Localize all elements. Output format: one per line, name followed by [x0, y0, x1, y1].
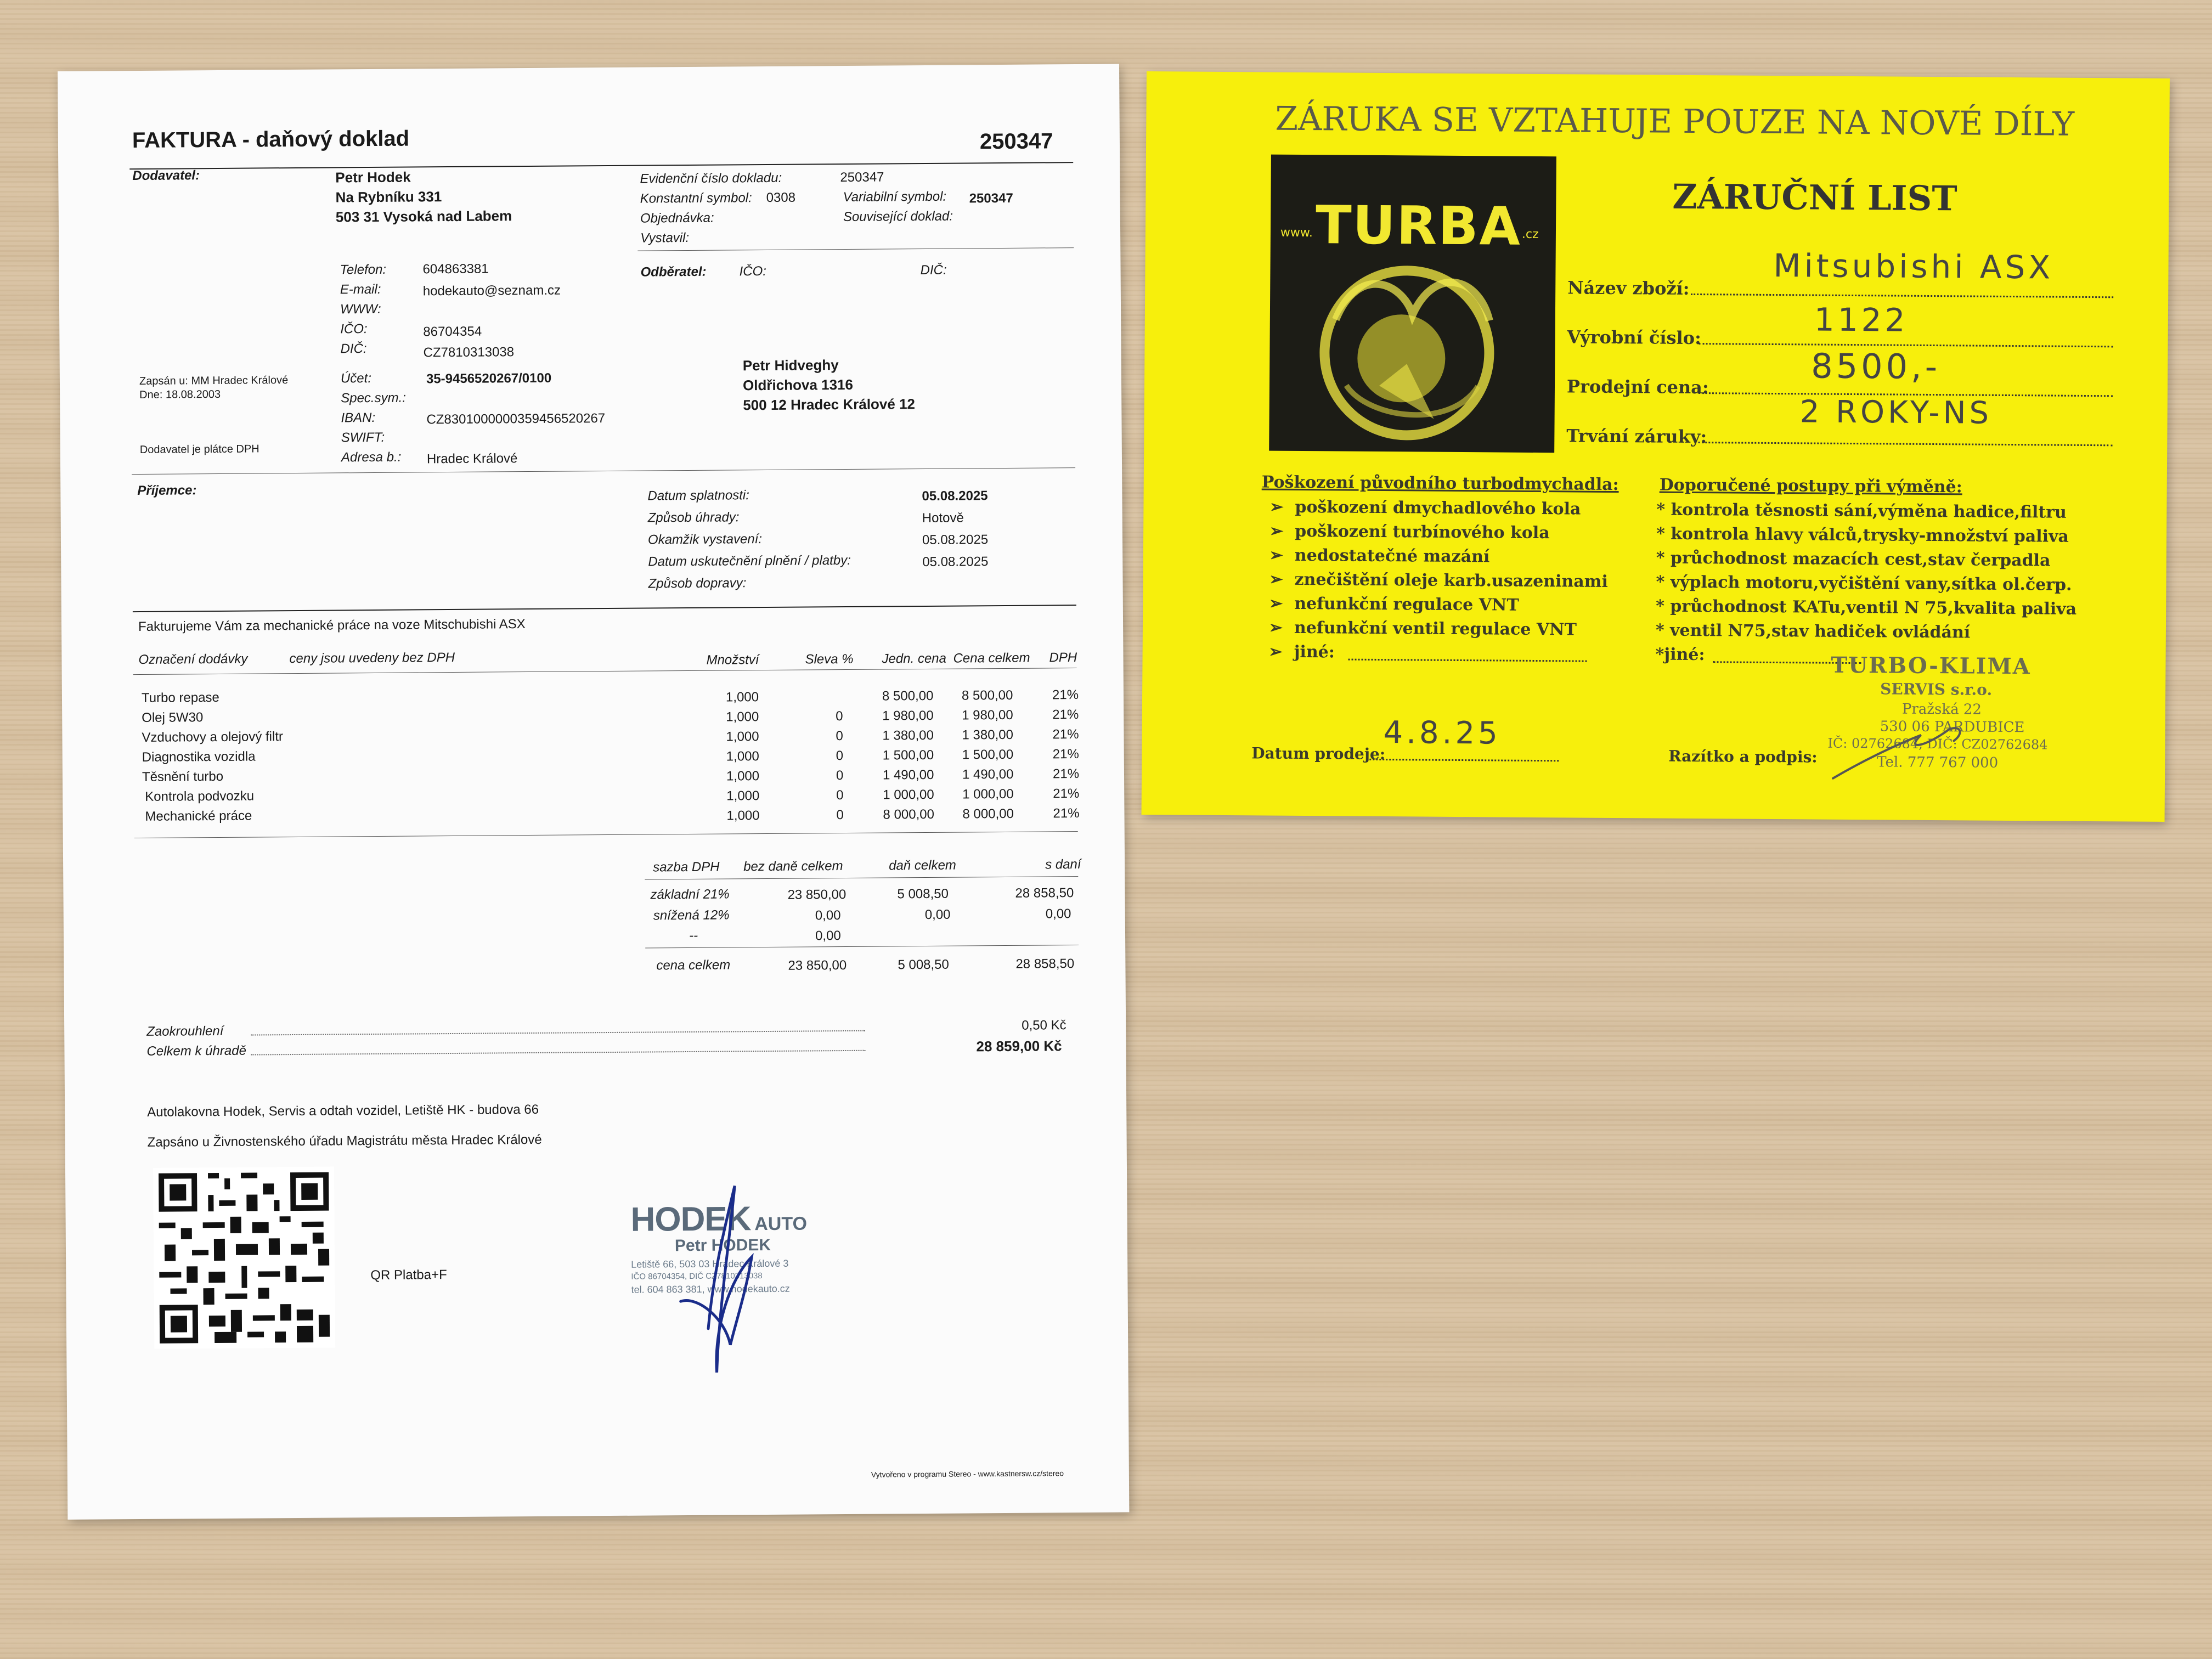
rule	[645, 876, 1078, 880]
item-discount: 0	[836, 748, 844, 764]
vat-tax: 5 008,50	[897, 886, 949, 902]
vat-total-gross: 28 858,50	[1015, 956, 1075, 972]
step-item-text: kontrola těsnosti sání,výměna hadice,filtru	[1671, 500, 2067, 522]
damage-item-text: nedostatečné mazání	[1294, 545, 1490, 567]
field-label: Trvání záruky:	[1566, 425, 1707, 448]
header-rule	[129, 162, 1073, 170]
steps-title: Doporučené postupy při výměně:	[1659, 475, 1962, 497]
doc-field-label: Konstantní symbol:	[640, 190, 752, 206]
stamp-logo-small: AUTO	[754, 1213, 808, 1235]
doc-field-label: Objednávka:	[640, 210, 714, 226]
registry-date: Dne: 18.08.2003	[139, 388, 221, 401]
step-item-text: průchodnost mazacích cest,stav čerpadla	[1670, 548, 2051, 571]
registry-line: Zapsán u: MM Hradec Králové	[139, 374, 289, 387]
stamp-label: Razítko a podpis:	[1668, 747, 1818, 766]
item-name: Diagnostika vozidla	[142, 749, 256, 765]
doc-field-label: Variabilní symbol:	[843, 189, 947, 205]
logo-text: TURBA	[1315, 194, 1522, 257]
contact-label: DIČ:	[340, 341, 367, 357]
stamp-name: Petr HODEK	[674, 1235, 771, 1255]
field-label: Prodejní cena:	[1566, 376, 1709, 398]
stamp-company: SERVIS s.r.o.	[1880, 680, 1993, 699]
step-item: *jiné:	[1655, 645, 1705, 665]
warranty-title: ZÁRUČNÍ LIST	[1672, 176, 1957, 219]
step-item: * ventil N75,stav hadiček ovládání	[1655, 620, 1971, 642]
step-item: * kontrola hlavy válců,trysky-množství paliva	[1656, 524, 2069, 546]
vat-rate: --	[689, 928, 698, 944]
item-qty: 1,000	[726, 729, 759, 744]
step-item-text: průchodnost KATu,ventil N 75,kvalita paliva	[1670, 596, 2077, 619]
doc-field-label: Vystavil:	[640, 230, 690, 246]
invoice-title: FAKTURA - daňový doklad	[132, 126, 410, 153]
contact-label: WWW:	[340, 301, 381, 317]
item-discount: 0	[836, 768, 844, 783]
item-unit: 1 980,00	[882, 708, 934, 724]
vat-base: 0,00	[815, 928, 841, 944]
doc-field-value: 250347	[840, 170, 884, 185]
stamp-line: Letiště 66, 503 03 Hradec Králové 3	[631, 1257, 789, 1270]
stamp-ids: IČ: 02762684, DIČ: CZ02762684	[1827, 735, 2048, 753]
damage-title: Poškození původního turbodmychadla:	[1261, 472, 1619, 495]
item-total: 1 980,00	[962, 707, 1013, 723]
contact-label: IBAN:	[341, 410, 376, 426]
invoice-number: 250347	[979, 129, 1053, 154]
damage-item: ➢ nedostatečné mazání	[1269, 545, 1490, 567]
vat-gross: 0,00	[1045, 906, 1071, 922]
item-qty: 1,000	[726, 788, 760, 804]
rule	[134, 831, 1078, 838]
item-vat: 21%	[1053, 806, 1080, 821]
item-unit: 8 000,00	[883, 806, 935, 822]
rule	[132, 467, 1075, 475]
rule	[133, 605, 1076, 612]
item-unit: 8 500,00	[882, 688, 934, 704]
damage-item-text: jiné:	[1294, 642, 1335, 662]
item-qty: 1,000	[726, 808, 760, 823]
item-total: 8 000,00	[962, 806, 1014, 822]
vat-header-base: bez daně celkem	[743, 859, 843, 874]
item-name: Těsnění turbo	[142, 769, 224, 785]
supplier-city: 503 31 Vysoká nad Labem	[335, 207, 512, 225]
field-label: Výrobní číslo:	[1567, 326, 1701, 349]
item-vat: 21%	[1052, 707, 1079, 723]
stamp-logo: HODEK	[630, 1200, 751, 1239]
item-discount: 0	[836, 729, 843, 744]
vat-total-base: 23 850,00	[788, 957, 847, 973]
contact-label: Adresa b.:	[341, 449, 402, 465]
turba-logo-box	[1269, 155, 1556, 453]
contact-label: SWIFT:	[341, 430, 385, 445]
qr-label: QR Platba+F	[370, 1267, 447, 1283]
damage-item: ➢ nefunkční ventil regulace VNT	[1268, 618, 1577, 640]
item-vat: 21%	[1052, 747, 1079, 762]
date-label: Způsob úhrady:	[647, 510, 740, 526]
stamp-line: IČO 86704354, DIČ CZ7810313038	[631, 1271, 763, 1282]
recipient-label: Příjemce:	[137, 483, 197, 499]
doc-field-value: 0308	[766, 190, 796, 205]
grand-total-label: Celkem k úhradě	[146, 1043, 246, 1059]
rule	[645, 945, 1079, 949]
software-note: Vytvořeno v programu Stereo - www.kastnersw.cz/stereo	[871, 1469, 1064, 1479]
item-qty: 1,000	[726, 709, 759, 725]
customer-city: 500 12 Hradec Králové 12	[743, 396, 916, 414]
item-unit: 1 380,00	[882, 727, 934, 743]
logo-suffix: .cz	[1521, 227, 1539, 241]
col-unit: Jedn. cena	[882, 651, 947, 667]
rule	[133, 668, 1077, 675]
item-total: 1 490,00	[962, 766, 1014, 782]
contact-value: CZ7810313038	[423, 345, 515, 360]
vat-header-gross: s daní	[1045, 857, 1081, 872]
damage-item-text: poškození turbínového kola	[1295, 521, 1550, 543]
vat-header-tax: daň celkem	[889, 857, 956, 873]
contact-value: 604863381	[422, 261, 489, 277]
field-value: 1122	[1814, 301, 1909, 339]
logo-prefix: www.	[1280, 225, 1313, 240]
item-vat: 21%	[1053, 786, 1080, 802]
warranty-card	[1142, 71, 2170, 822]
field-value: Mitsubishi ASX	[1773, 246, 2054, 286]
stamp-line: tel. 604 863 381, www.hodekauto.cz	[631, 1283, 790, 1295]
vat-total-label: cena celkem	[656, 957, 731, 973]
item-discount: 0	[836, 709, 843, 724]
item-vat: 21%	[1052, 687, 1079, 703]
vat-gross: 28 858,50	[1015, 885, 1074, 901]
damage-item: ➢ nefunkční regulace VNT	[1269, 594, 1519, 615]
customer-name: Petr Hidveghy	[742, 357, 839, 374]
contact-value: Hradec Králové	[426, 451, 518, 467]
damage-item: ➢ jiné:	[1268, 642, 1335, 662]
rounding-value: 0,50 Kč	[1022, 1018, 1066, 1033]
item-total: 1 380,00	[962, 727, 1014, 743]
stamp-phone: Tel. 777 767 000	[1877, 754, 1999, 771]
supplier-label: Dodavatel:	[132, 168, 200, 184]
item-total: 8 500,00	[961, 687, 1013, 703]
date-label: Způsob dopravy:	[648, 575, 747, 591]
field-line	[1691, 294, 2113, 298]
step-item-text: ventil N75,stav hadiček ovládání	[1669, 620, 1971, 642]
qr-code	[153, 1167, 335, 1349]
contact-value: 86704354	[423, 324, 482, 340]
supplier-street: Na Rybníku 331	[335, 188, 442, 206]
col-vat: DPH	[1049, 650, 1077, 665]
dic-label: DIČ:	[920, 262, 947, 278]
step-item: * průchodnost KATu,ventil N 75,kvalita paliva	[1656, 596, 2077, 619]
sale-date-value: 4.8.25	[1383, 715, 1501, 752]
item-total: 1 500,00	[962, 747, 1014, 763]
field-value: 2 ROKY-NS	[1799, 394, 1993, 431]
vat-rate: snížená 12%	[653, 907, 730, 923]
damage-item: ➢ poškození dmychadlového kola	[1269, 497, 1581, 519]
vat-base: 0,00	[815, 908, 841, 923]
item-name: Olej 5W30	[142, 710, 204, 725]
vat-tax: 0,00	[924, 907, 951, 923]
invoice-document	[58, 64, 1129, 1519]
rule	[637, 247, 1074, 251]
ico-label: IČO:	[739, 263, 767, 279]
vat-base: 23 850,00	[787, 887, 847, 902]
date-label: Datum splatnosti:	[647, 488, 749, 504]
stamp-name: TURBO-KLIMA	[1831, 652, 2031, 680]
item-unit: 1 000,00	[883, 787, 934, 803]
item-qty: 1,000	[726, 749, 759, 764]
field-line	[1698, 442, 2112, 446]
contact-label: Účet:	[340, 371, 372, 386]
vat-rate: základní 21%	[650, 887, 730, 902]
field-value: 8500,-	[1811, 346, 1941, 387]
doc-field-label: Evidenční číslo dokladu:	[640, 170, 782, 187]
item-name: Vzduchovy a olejový filtr	[142, 729, 284, 745]
col-total: Cena celkem	[953, 650, 1030, 666]
contact-value: CZ8301000000359456520267	[426, 411, 606, 427]
warranty-headline: ZÁRUKA SE VZTAHUJE POUZE NA NOVÉ DÍLY	[1275, 99, 2075, 144]
damage-item: ➢ znečištění oleje karb.usazeninami	[1269, 569, 1608, 591]
date-label: Okamžik vystavení:	[647, 532, 763, 548]
step-item: * kontrola těsnosti sání,výměna hadice,filtru	[1656, 500, 2067, 522]
item-name: Turbo repase	[141, 690, 219, 706]
sale-date-label: Datum prodeje:	[1251, 744, 1386, 764]
damage-item-text: nefunkční regulace VNT	[1294, 594, 1519, 615]
grand-total-value: 28 859,00 Kč	[976, 1037, 1062, 1055]
item-total: 1 000,00	[962, 786, 1014, 802]
customer-street: Oldřichova 1316	[742, 376, 854, 394]
damage-other-line	[1348, 659, 1587, 662]
item-qty: 1,000	[725, 690, 759, 705]
vat-header-rate: sazba DPH	[653, 859, 720, 875]
footer-company: Autolakovna Hodek, Servis a odtah vozidel, Letiště HK - budova 66	[147, 1102, 539, 1120]
supplier-name: Petr Hodek	[335, 168, 411, 186]
sale-date-line	[1367, 759, 1559, 761]
col-note: ceny jsou uvedeny bez DPH	[289, 650, 455, 667]
col-discount: Sleva %	[805, 651, 854, 667]
rounding-label: Zaokrouhlení	[146, 1023, 224, 1039]
contact-label: E-mail:	[340, 281, 381, 297]
item-discount: 0	[836, 788, 844, 803]
warranty-signature	[1827, 713, 1993, 791]
col-qty: Množství	[706, 652, 759, 668]
stamp-street: Pražská 22	[1901, 701, 1982, 718]
item-qty: 1,000	[726, 769, 760, 784]
step-item-text: kontrola hlavy válců,trysky-množství paliva	[1671, 524, 2069, 546]
doc-field-value: 250347	[969, 190, 1013, 206]
date-value: 05.08.2025	[922, 532, 989, 548]
date-value: 05.08.2025	[922, 488, 988, 504]
signature	[663, 1164, 775, 1395]
step-item: * průchodnost mazacích cest,stav čerpadla	[1656, 548, 2051, 571]
damage-item-text: poškození dmychadlového kola	[1295, 497, 1581, 519]
item-vat: 21%	[1052, 766, 1080, 782]
item-unit: 1 500,00	[882, 747, 934, 763]
contact-value: hodekauto@seznam.cz	[422, 283, 561, 299]
footer-registry: Zapsáno u Živnostenského úřadu Magistrátu města Hradec Králové	[147, 1132, 542, 1150]
field-label: Název zboží:	[1567, 277, 1690, 299]
item-vat: 21%	[1052, 727, 1079, 742]
rounding-leader	[251, 1030, 865, 1036]
doc-field-label: Související doklad:	[843, 208, 953, 225]
step-item-text: jiné:	[1664, 645, 1705, 665]
grand-total-leader	[251, 1050, 866, 1056]
customer-label: Odběratel:	[640, 264, 707, 280]
contact-label: Telefon:	[340, 262, 387, 278]
vat-total-tax: 5 008,50	[898, 957, 949, 973]
date-value: 05.08.2025	[922, 554, 989, 570]
item-name: Kontrola podvozku	[145, 788, 255, 804]
item-unit: 1 490,00	[882, 767, 934, 783]
contact-label: Spec.sym.:	[341, 390, 406, 406]
invoice-intro: Fakturujeme Vám za mechanické práce na voze Mitschubishi ASX	[138, 617, 526, 634]
contact-value: 35-9456520267/0100	[426, 370, 552, 387]
stamp-city: 530 06 PARDUBICE	[1880, 718, 2025, 736]
date-value: Hotově	[922, 510, 964, 526]
step-item-text: výplach motoru,vyčištění vany,sítka ol.čerp.	[1670, 572, 2072, 595]
damage-item-text: nefunkční ventil regulace VNT	[1294, 618, 1577, 640]
step-item: * výplach motoru,vyčištění vany,sítka ol.čerp.	[1656, 572, 2072, 595]
damage-item: ➢ poškození turbínového kola	[1269, 521, 1550, 543]
col-item: Označení dodávky	[138, 651, 248, 667]
item-name: Mechanické práce	[145, 808, 252, 824]
item-discount: 0	[836, 808, 844, 823]
damage-item-text: znečištění oleje karb.usazeninami	[1294, 569, 1608, 591]
vat-payer-note: Dodavatel je plátce DPH	[139, 443, 259, 456]
date-label: Datum uskutečnění plnění / platby:	[648, 552, 851, 569]
contact-label: IČO:	[340, 321, 368, 337]
